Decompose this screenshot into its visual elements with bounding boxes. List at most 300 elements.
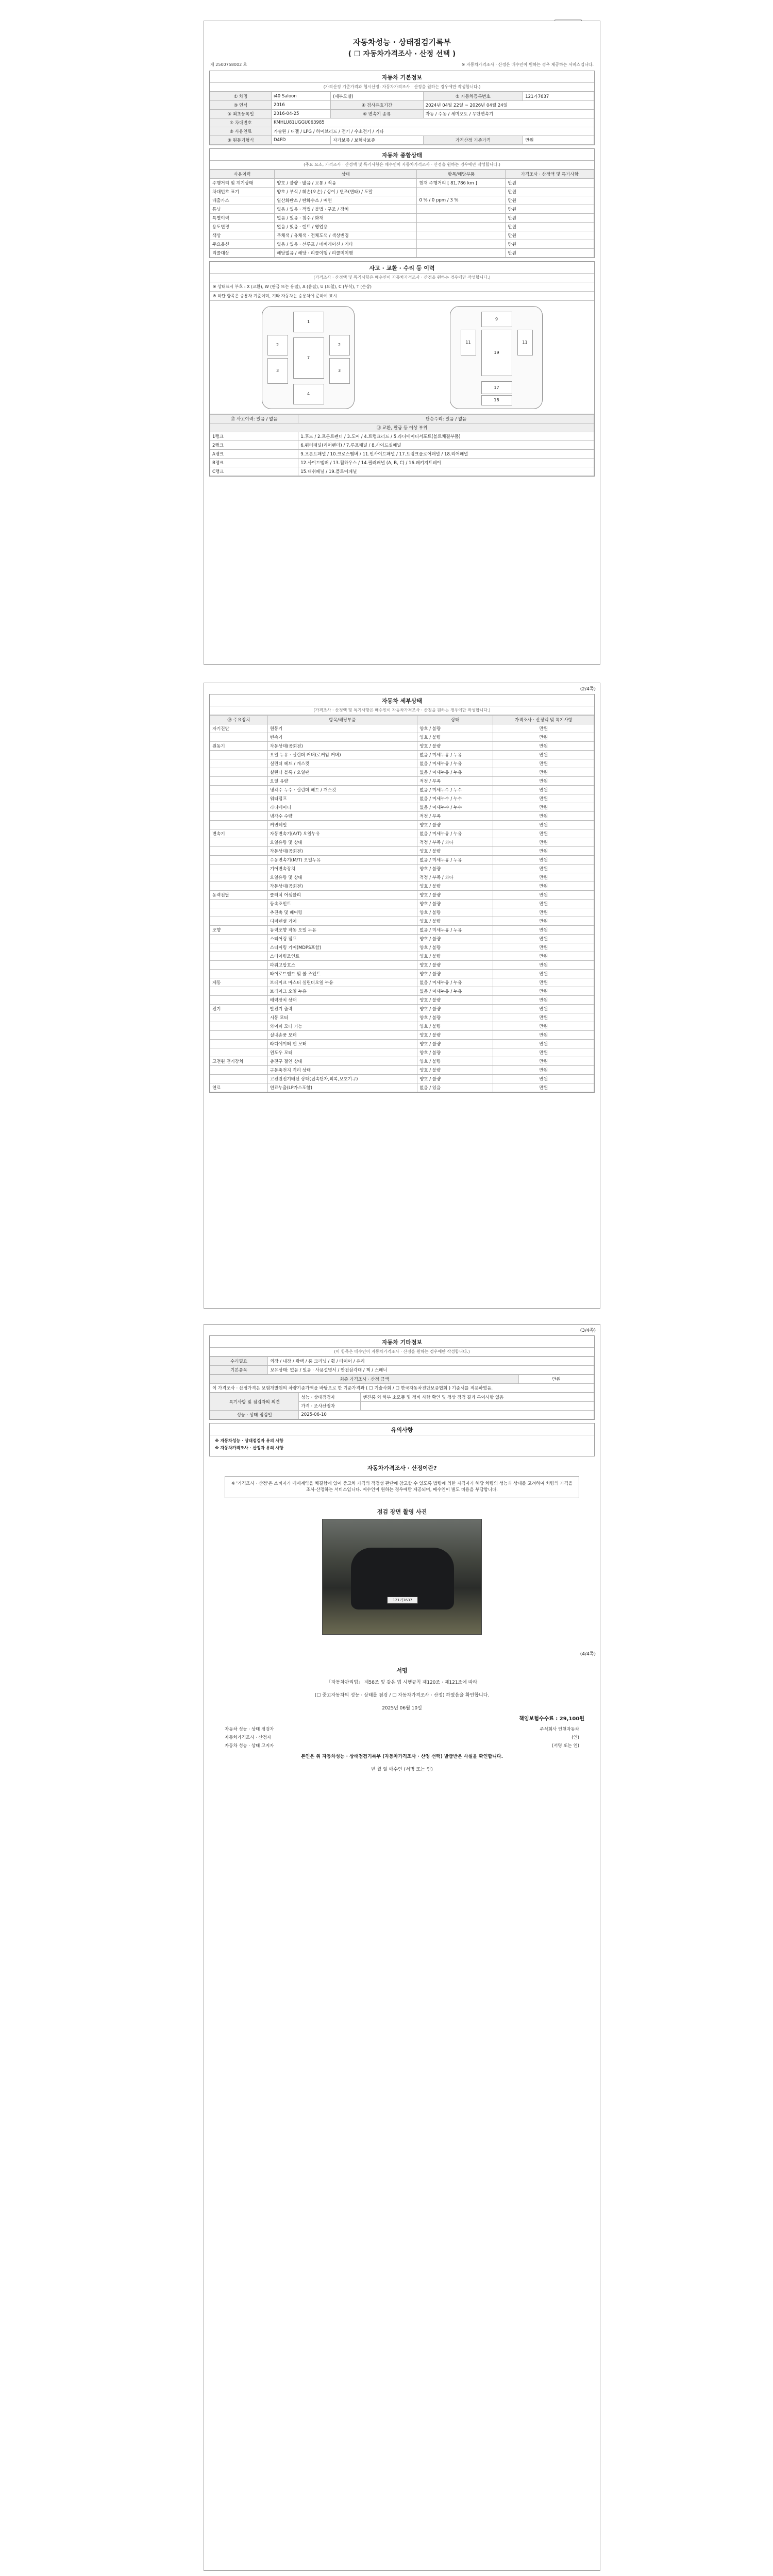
cell-price: 만원 <box>506 179 594 188</box>
cell-s: 없음 / 미세누유 / 누유 <box>417 987 493 996</box>
rank-1-parts: 1.후드 / 2.프론트펜더 / 3.도어 / 4.트렁크리드 / 5.라디에이터서포트(볼트체결부품) <box>298 432 594 441</box>
table-row <box>210 1075 594 1083</box>
panel-trunk: 4 <box>293 384 324 404</box>
cell-price: 만원 <box>506 196 594 205</box>
table-row <box>210 751 594 759</box>
cell-s: 양호 / 불량 <box>417 1066 493 1075</box>
cell-price: 만원 <box>493 838 594 847</box>
cell-k: 리콜대상 <box>210 249 275 258</box>
cell-i: 스티어링 기어(MDPS포함) <box>267 943 417 952</box>
warning-box: ※ '가격조사 · 산정'은 소비자가 매매계약을 체결함에 있어 중고차 가격의 적정성 판단에 참고할 수 있도록 법령에 의한 자격자가 해당 차량의 성능과 상태를 고려하여 차량의 가격을 조사·산정하는 서비스입니다. 매수인이 원하는 경우에만 제공되며, 매수인이 별도 비용을 부담합니다. <box>225 1476 579 1499</box>
cell-price: 만원 <box>493 1031 594 1040</box>
final-price-text: 이 가격조사 · 산정가격은 보험개발원의 차량기준가액을 바탕으로 한 기준가격과 ( ☐ 기술사회 / ☐ 한국자동차진단보증협회 ) 기준서를 적용하였음. <box>210 1384 594 1393</box>
cell-price: 만원 <box>493 891 594 900</box>
cell-price: 만원 <box>493 961 594 970</box>
cell-s: 양호 / 불량 <box>417 1048 493 1057</box>
cell-k: 주요옵션 <box>210 240 275 249</box>
section-detail-status <box>209 694 595 1093</box>
cell-g <box>210 961 268 970</box>
cell-g: 고전원 전기장치 <box>210 1057 268 1066</box>
cell-i: 냉각수 누수 · 실린더 헤드 / 개스킷 <box>267 786 417 794</box>
col-price: 가격조사 · 산정액 및 특기사항 <box>506 170 594 179</box>
page-2-number: (2/4쪽) <box>580 687 596 692</box>
cell-g <box>210 803 268 812</box>
doc-note: ※ 자동차가격조사 · 산정은 매수인이 원하는 경우 제공하는 서비스입니다. <box>461 62 594 67</box>
table-row <box>210 926 594 935</box>
cell-price: 만원 <box>506 231 594 240</box>
rank-1: 1랭크 <box>210 432 298 441</box>
cell-g: 연료 <box>210 1083 268 1092</box>
table-row <box>210 978 594 987</box>
staff-opinion-table <box>210 1393 594 1419</box>
cell-g <box>210 856 268 865</box>
panel-fender-left: 2 <box>267 335 288 355</box>
notice-list <box>210 1435 594 1456</box>
doc-subtitle: ( ☐ 자동차가격조사 · 산정 선택 ) <box>348 50 456 58</box>
cell-i: 시동 모터 <box>267 1013 417 1022</box>
cell-g <box>210 996 268 1005</box>
cell-i: 작동상태(공회전) <box>267 742 417 751</box>
cell-i: 오일유량 및 상태 <box>267 873 417 882</box>
cell-g <box>210 786 268 794</box>
table-row <box>210 917 594 926</box>
cell-g: 변속기 <box>210 829 268 838</box>
cell-s: 양호 / 불량 <box>417 900 493 908</box>
table-row <box>210 803 594 812</box>
section-accident-history <box>209 261 595 477</box>
insurance-fee: 책임보험수수료 : 29,100원 <box>519 1716 584 1722</box>
cell-k: 배출가스 <box>210 196 275 205</box>
signer-2-value: (인) <box>572 1735 579 1741</box>
cell-price: 만원 <box>493 952 594 961</box>
table-row <box>210 952 594 961</box>
detail-status-rows <box>210 724 594 1092</box>
other-info-table <box>210 1357 594 1375</box>
table-row <box>210 943 594 952</box>
cell-s: 양호 / 불량 <box>417 1075 493 1083</box>
value-first-reg: 2016-04-25 <box>271 110 330 118</box>
notice-2-head: ※ 자동차가격조사 · 산정자 유의 사항 <box>215 1445 283 1450</box>
cell-g: 제동 <box>210 978 268 987</box>
inspection-photo <box>322 1519 482 1635</box>
value-basic-items: 보유상태: 없음 / 있음 · 사용설명서 / 안전삼각대 / 잭 / 스패너 <box>268 1366 594 1375</box>
cell-s: 양호 / 불량 <box>417 935 493 943</box>
cell-i: 원동기 <box>267 724 417 733</box>
cell-k: 튜닝 <box>210 205 275 214</box>
cell-price: 만원 <box>493 856 594 865</box>
cell-s: 양호 / 불량 <box>417 917 493 926</box>
cell-g <box>210 768 268 777</box>
cell-i: 라디에이터 <box>267 803 417 812</box>
table-row <box>210 847 594 856</box>
frame-head: ⑱ 교환, 판금 등 이상 부위 <box>210 423 594 432</box>
table-row <box>210 1057 594 1066</box>
cell-item: 0 % / 0 ppm / 3 % <box>417 196 506 205</box>
cell-price: 만원 <box>493 926 594 935</box>
cell-item <box>417 205 506 214</box>
inspection-date-value: 2025-06-10 <box>299 1411 594 1419</box>
cell-s: 양호 / 불량 <box>417 961 493 970</box>
table-row <box>210 961 594 970</box>
cell-s: 적정 / 부족 <box>417 777 493 786</box>
cell-i: 라디에이터 팬 모터 <box>267 1040 417 1048</box>
section-heading: 자동차 기본정보 <box>210 71 594 83</box>
cell-price: 만원 <box>493 865 594 873</box>
panel-front: 9 <box>481 312 512 327</box>
photo-plate: 121가7637 <box>387 1597 418 1604</box>
table-row <box>210 768 594 777</box>
panel-trunk-floor: 17 <box>481 381 512 394</box>
cell-k: 특별이력 <box>210 214 275 223</box>
table-row <box>210 1066 594 1075</box>
section-overall-status <box>209 148 595 258</box>
signer-3-value: (서명 또는 인) <box>551 1743 579 1749</box>
rank-a-parts: 9.프론트패널 / 10.크로스멤버 / 11.인사이드패널 / 17.트렁크플로어패널 / 18.리어패널 <box>298 450 594 459</box>
section-heading: 자동차 종합상태 <box>210 149 594 161</box>
sign-date: 2025년 06월 10일 <box>382 1706 422 1711</box>
cell-price: 만원 <box>493 978 594 987</box>
col-state: 상태 <box>417 716 493 724</box>
label-first-reg: ⑤ 최초등록일 <box>210 110 272 118</box>
detail-status-table <box>210 715 594 1092</box>
panel-door-left: 3 <box>267 358 288 384</box>
rank-c: C랭크 <box>210 467 298 476</box>
label-submodel: (세부모델) <box>331 92 424 101</box>
table-row <box>210 908 594 917</box>
col-part: 항목/해당부품 <box>267 716 417 724</box>
panel-roof: 7 <box>293 337 324 379</box>
cell-price: 만원 <box>493 724 594 733</box>
page-3 <box>204 1324 600 2571</box>
sign-head: 서명 <box>396 1667 408 1674</box>
signer-row-1 <box>204 1725 600 1733</box>
value-plate: 121가7637 <box>523 92 594 101</box>
signer-1-value: 주식회사 인천자동차 <box>540 1727 579 1733</box>
label-basic-items: 기본품목 <box>210 1366 268 1375</box>
label-inspection-valid: ④ 검사유효기간 <box>331 101 424 110</box>
cell-s: 양호 / 불량 <box>417 865 493 873</box>
cell-price: 만원 <box>506 249 594 258</box>
cell-price: 만원 <box>493 759 594 768</box>
cell-s: 적정 / 부족 / 과다 <box>417 838 493 847</box>
cell-i: 클러치 어셈블리 <box>267 891 417 900</box>
label-fuel: ⑧ 사용연료 <box>210 127 272 136</box>
table-row <box>210 829 594 838</box>
panel-floor: 19 <box>481 330 512 376</box>
cell-s: 양호 / 불량 <box>417 882 493 891</box>
cell-price: 만원 <box>493 812 594 821</box>
cell-g <box>210 908 268 917</box>
cell-k: 용도변경 <box>210 223 275 231</box>
cell-price: 만원 <box>493 1057 594 1066</box>
cell-g: 조향 <box>210 926 268 935</box>
table-row <box>210 882 594 891</box>
staff-opinion-label: 특기사항 및 점검자의 의견 <box>210 1393 299 1411</box>
car-frame-diagram <box>450 306 543 409</box>
legend-text: ※ 상태표시 부호 : X (교환), W (판금 또는 용접), A (흠집), U (요철), C (부식), T (손상) <box>210 282 594 292</box>
cell-s: 적정 / 부족 <box>417 812 493 821</box>
cell-i: 구동축전지 격리 상태 <box>267 1066 417 1075</box>
warning-head: 자동차가격조사 · 산정이란? <box>367 1464 437 1471</box>
cell-s: 없음 / 미세누수 / 누수 <box>417 786 493 794</box>
cell-g <box>210 1013 268 1022</box>
cell-price: 만원 <box>506 205 594 214</box>
section-heading: 자동차 세부상태 <box>210 694 594 706</box>
section-subheading: (주요 요소, 가격조사 · 산정액 및 특기사항은 매수인이 자동차가격조사 · 산정을 원하는 경우에만 작성합니다.) <box>210 161 594 170</box>
cell-s: 없음 / 미세누수 / 누수 <box>417 794 493 803</box>
cell-state: 없음 / 있음 · 침수 / 화재 <box>275 214 417 223</box>
cell-price: 만원 <box>506 223 594 231</box>
col-history: 사용이력 <box>210 170 275 179</box>
signer-3-label: 자동차 성능 · 상태 고지자 <box>225 1743 274 1749</box>
cell-item: 현재 주행거리 [ 81,786 km ] <box>417 179 506 188</box>
cell-k: 차대번호 표기 <box>210 188 275 196</box>
cell-state: 없음 / 있음 · 선루프 / 네비게이션 / 기타 <box>275 240 417 249</box>
cell-g <box>210 935 268 943</box>
table-row <box>210 1048 594 1057</box>
label-model: ① 차명 <box>210 92 272 101</box>
cell-i: 변속기 <box>267 733 417 742</box>
cell-i: 수동변속기(M/T) 오일누유 <box>267 856 417 865</box>
cell-g <box>210 943 268 952</box>
photo-title: 점검 장면 촬영 사진 <box>377 1509 427 1516</box>
cell-s: 없음 / 미세누유 / 누유 <box>417 856 493 865</box>
section-other-info <box>209 1335 595 1420</box>
table-row <box>210 196 594 205</box>
cell-price: 만원 <box>493 1013 594 1022</box>
cell-g <box>210 847 268 856</box>
cell-price: 만원 <box>493 768 594 777</box>
col-item: 항목/해당부품 <box>417 170 506 179</box>
rank-2: 2랭크 <box>210 441 298 450</box>
cell-state: 양호 / 불량 · 많음 / 보통 / 적음 <box>275 179 417 188</box>
cell-s: 없음 / 미세누유 / 누유 <box>417 768 493 777</box>
cell-price: 만원 <box>493 987 594 996</box>
cell-i: 추진축 및 베어링 <box>267 908 417 917</box>
cell-price: 만원 <box>493 803 594 812</box>
cell-g: 자기진단 <box>210 724 268 733</box>
cell-price: 만원 <box>493 882 594 891</box>
cell-state: 일산화탄소 / 탄화수소 / 매연 <box>275 196 417 205</box>
cell-price: 만원 <box>493 751 594 759</box>
label-plate: ② 자동차등록번호 <box>423 92 523 101</box>
table-row <box>210 987 594 996</box>
cell-price: 만원 <box>493 970 594 978</box>
cell-g <box>210 759 268 768</box>
label-engine: ⑨ 원동기형식 <box>210 136 272 145</box>
cell-s: 없음 / 있음 <box>417 1083 493 1092</box>
cell-i: 동력조향 작동 오일 누유 <box>267 926 417 935</box>
cell-s: 적정 / 부족 / 과다 <box>417 873 493 882</box>
panel-hood: 1 <box>293 312 324 332</box>
cell-price: 만원 <box>493 908 594 917</box>
table-row <box>210 891 594 900</box>
section-heading: 자동차 기타정보 <box>210 1336 594 1348</box>
cell-s: 없음 / 미세누수 / 누수 <box>417 803 493 812</box>
section-heading: 사고 · 교환 · 수리 등 이력 <box>210 262 594 274</box>
table-row <box>210 214 594 223</box>
accident-table <box>210 414 594 476</box>
cell-i: 배력장치 상태 <box>267 996 417 1005</box>
final-price-unit: 만원 <box>519 1375 594 1384</box>
cell-state: 없음 / 있음 · 렌트 / 영업용 <box>275 223 417 231</box>
final-price-head: 최종 가격조사 · 산정 금액 <box>210 1375 519 1384</box>
table-row <box>210 1013 594 1022</box>
cell-i: 스티어링조인트 <box>267 952 417 961</box>
cell-s: 양호 / 불량 <box>417 733 493 742</box>
table-row <box>210 900 594 908</box>
section-subheading: (이 항목은 매수인이 자동차가격조사 · 산정을 원하는 경우에만 작성합니다.) <box>210 1348 594 1357</box>
cell-i: 작동상태(공회전) <box>267 847 417 856</box>
value-engine: D4FD <box>271 136 330 145</box>
col-state: 상태 <box>275 170 417 179</box>
legend-text-2: ※ 하단 항목은 승용차 기준이며, 기타 자동차는 승용차에 준하여 표시 <box>210 292 594 301</box>
cell-i: 충전구 절연 상태 <box>267 1057 417 1066</box>
cell-price: 만원 <box>493 917 594 926</box>
cell-state: 해당없음 / 해당 · 리콜이행 / 리콜미이행 <box>275 249 417 258</box>
cell-g <box>210 1022 268 1031</box>
inspection-date-label: 성능 · 상태 점검일 <box>210 1411 299 1419</box>
table-row <box>210 179 594 188</box>
value-vin: KMHLU81UGGU063985 <box>271 118 594 127</box>
cell-g <box>210 1075 268 1083</box>
table-row <box>210 733 594 742</box>
value-base-price: 만원 <box>523 136 594 145</box>
cell-s: 양호 / 불량 <box>417 1005 493 1013</box>
table-row <box>210 1005 594 1013</box>
cell-s: 없음 / 미세누유 / 누유 <box>417 759 493 768</box>
table-row <box>210 786 594 794</box>
cell-g <box>210 1031 268 1040</box>
cell-s: 양호 / 불량 <box>417 847 493 856</box>
accident-status: ⑰ 사고이력: 있음 / 없음 <box>210 415 298 423</box>
cell-g <box>210 873 268 882</box>
panel-inside-left: 11 <box>461 330 476 355</box>
panel-rear: 18 <box>481 395 512 405</box>
cell-i: 냉각수 수량 <box>267 812 417 821</box>
cell-item <box>417 188 506 196</box>
cell-price: 만원 <box>493 996 594 1005</box>
label-transmission: ⑥ 변속기 종류 <box>331 110 424 118</box>
cell-s: 양호 / 불량 <box>417 1013 493 1022</box>
cell-g <box>210 838 268 847</box>
table-row <box>210 249 594 258</box>
label-year: ③ 연식 <box>210 101 272 110</box>
cell-state: 무채색 / 유채색 · 전체도색 / 색상변경 <box>275 231 417 240</box>
table-row <box>210 996 594 1005</box>
staff-a-value: 엔진룸 외 하부 소모품 및 정비 사항 확인 및 정상 점검 결과 특이사항 없음 <box>361 1393 594 1402</box>
cell-s: 양호 / 불량 <box>417 908 493 917</box>
cell-i: 윈도우 모터 <box>267 1048 417 1057</box>
table-row <box>210 821 594 829</box>
section-heading: 유의사항 <box>210 1423 594 1435</box>
cell-item <box>417 223 506 231</box>
cell-price: 만원 <box>506 188 594 196</box>
cell-g <box>210 865 268 873</box>
cell-price: 만원 <box>493 1040 594 1048</box>
rank-a: A랭크 <box>210 450 298 459</box>
rank-b-parts: 12.사이드멤버 / 13.휠하우스 / 14.필러패널 (A, B, C) / 16.패키지트레이 <box>298 459 594 467</box>
panel-inside-right: 11 <box>517 330 533 355</box>
cell-item <box>417 214 506 223</box>
cell-price: 만원 <box>493 794 594 803</box>
cell-g <box>210 970 268 978</box>
cell-price: 만원 <box>493 1005 594 1013</box>
table-row <box>210 1040 594 1048</box>
value-inspection-valid: 2024년 04월 22일 ~ 2026년 04월 24일 <box>423 101 594 110</box>
doc-title: 자동차성능 · 상태점검기록부 <box>352 38 451 47</box>
cell-g <box>210 917 268 926</box>
cell-i: 와이퍼 모터 기능 <box>267 1022 417 1031</box>
table-row <box>210 1022 594 1031</box>
sign-text-2: (☐ 중고자동차의 성능 · 상태를 점검 / ☐ 자동차가격조사 · 산정) 하였음을 확인합니다. <box>314 1693 490 1699</box>
simple-repair-status: 단순수리: 있음 / 없음 <box>298 415 594 423</box>
table-row <box>210 205 594 214</box>
col-device: ⑲ 주요장치 <box>210 716 268 724</box>
cell-s: 없음 / 미세누유 / 누유 <box>417 978 493 987</box>
cell-i: 등속조인트 <box>267 900 417 908</box>
cell-s: 양호 / 불량 <box>417 996 493 1005</box>
cell-i: 실린더 블록 / 오일팬 <box>267 768 417 777</box>
cell-i: 자동변속기(A/T) 오일누유 <box>267 829 417 838</box>
cell-i: 타이로드엔드 및 볼 조인트 <box>267 970 417 978</box>
cell-g <box>210 882 268 891</box>
cell-price: 만원 <box>493 935 594 943</box>
label-vin: ⑦ 차대번호 <box>210 118 272 127</box>
cell-i: 오일유량 및 상태 <box>267 838 417 847</box>
doc-title-block <box>204 21 600 59</box>
notice-1-head: ※ 자동차성능 · 상태점검자 유의 사항 <box>215 1438 283 1443</box>
cell-k: 색상 <box>210 231 275 240</box>
cell-price: 만원 <box>493 829 594 838</box>
cell-price: 만원 <box>493 1083 594 1092</box>
car-outer-diagram <box>262 306 355 409</box>
section-basic-info <box>209 71 595 145</box>
table-row <box>210 1031 594 1040</box>
sign-footer: 본인은 위 자동차성능 · 상태점검기록부 (자동차가격조사 · 산정 선택) 발급받은 사실을 확인합니다. <box>300 1754 503 1760</box>
cell-price: 만원 <box>493 777 594 786</box>
signer-row-3 <box>204 1741 600 1750</box>
cell-price: 만원 <box>493 943 594 952</box>
cell-s: 양호 / 불량 <box>417 952 493 961</box>
cell-s: 양호 / 불량 <box>417 1057 493 1066</box>
table-row <box>210 1083 594 1092</box>
cell-g <box>210 794 268 803</box>
label-base-price: 가격산정 기준가격 <box>423 136 523 145</box>
table-row <box>210 231 594 240</box>
cell-g: 원동기 <box>210 742 268 751</box>
table-row <box>210 724 594 733</box>
table-row <box>210 223 594 231</box>
car-diagram-area <box>210 301 594 414</box>
cell-g <box>210 1040 268 1048</box>
value-repair-needed: 외장 / 내장 / 광택 / 룸 크리닝 / 휠 / 타이어 / 유리 <box>268 1357 594 1366</box>
cell-s: 양호 / 불량 <box>417 970 493 978</box>
signer-2-label: 자동차가격조사 · 산정자 <box>225 1735 272 1741</box>
label-repair-needed: 수리필요 <box>210 1357 268 1366</box>
table-row <box>210 794 594 803</box>
cell-g: 동력전달 <box>210 891 268 900</box>
cell-i: 고전원전기배선 상태(접속단자,피복,보호기구) <box>267 1075 417 1083</box>
table-row <box>210 838 594 847</box>
col-price: 가격조사 · 산정액 및 특기사항 <box>493 716 594 724</box>
cell-item <box>417 240 506 249</box>
table-row <box>210 812 594 821</box>
value-model: i40 Saloon <box>271 92 330 101</box>
signer-1-label: 자동차 성능 · 상태 점검자 <box>225 1727 274 1733</box>
cell-g: 전기 <box>210 1005 268 1013</box>
cell-g <box>210 777 268 786</box>
